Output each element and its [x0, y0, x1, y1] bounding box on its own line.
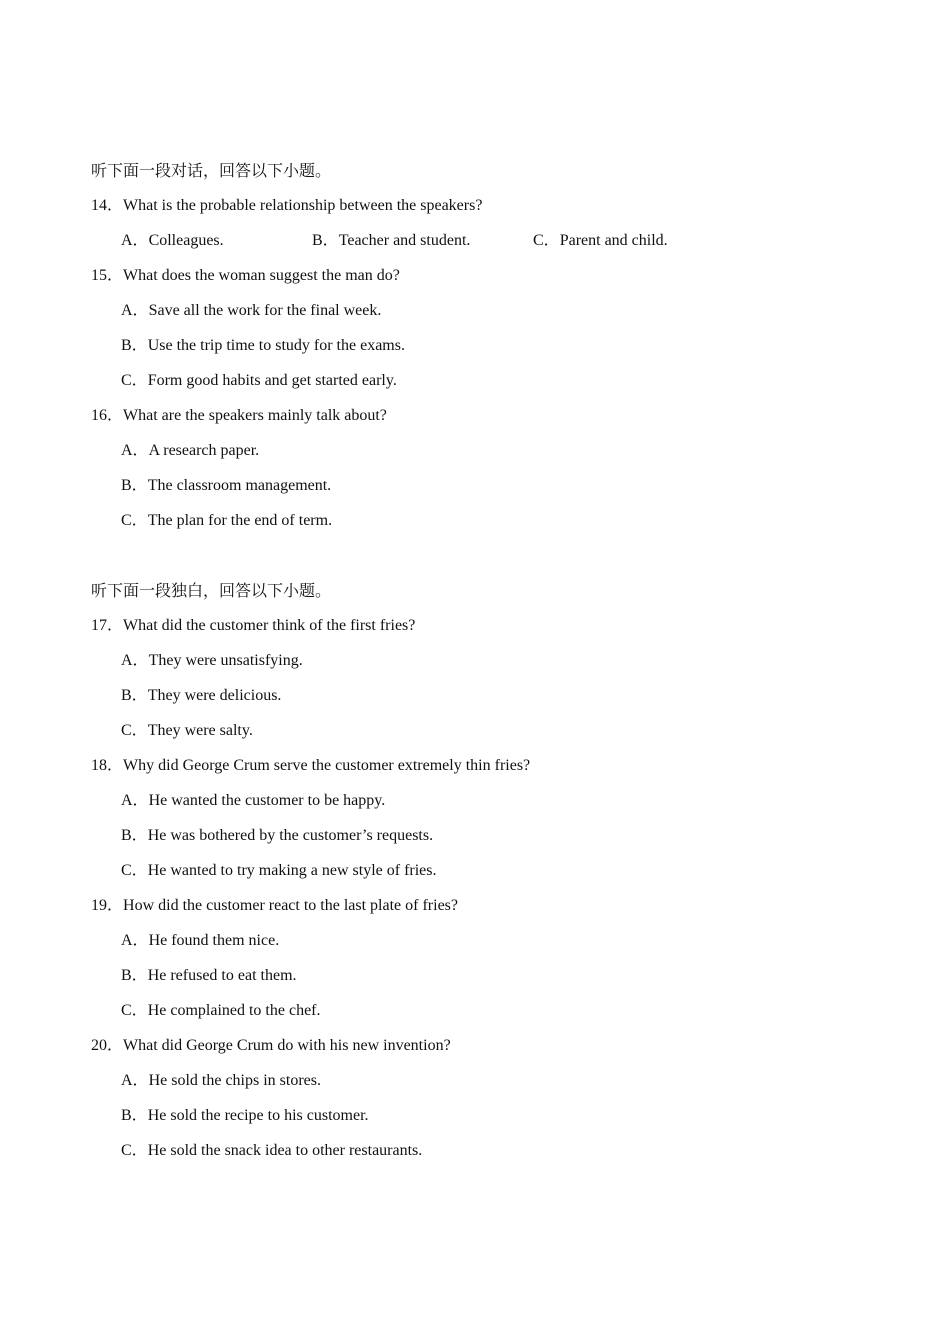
option-letter: A． — [121, 932, 149, 949]
section-2-instruction: 听下面一段独白，回答以下小题。 — [91, 583, 332, 600]
q19-option-c — [121, 1001, 321, 1021]
question-text: What did George Crum do with his new invention? — [123, 1037, 451, 1054]
option-letter: A． — [121, 652, 149, 669]
q18-option-b — [121, 826, 433, 846]
q16-option-a — [121, 441, 259, 461]
question-text: What did the customer think of the first fries? — [123, 617, 416, 634]
q19-option-b — [121, 966, 297, 986]
option-letter: B． — [312, 232, 339, 249]
question-text: Why did George Crum serve the customer extremely thin fries? — [123, 757, 531, 774]
q16-option-c — [121, 511, 332, 531]
option-text: He complained to the chef. — [147, 1002, 321, 1019]
option-letter: C． — [121, 512, 148, 529]
option-letter: C． — [121, 372, 148, 389]
option-text: They were unsatisfying. — [148, 652, 303, 669]
option-text: Teacher and student. — [338, 232, 471, 249]
option-letter: B． — [121, 827, 148, 844]
q19-option-a — [121, 931, 279, 951]
q20-option-c — [121, 1141, 422, 1161]
q14-option-b — [312, 231, 470, 251]
q18-option-a — [121, 791, 385, 811]
q20-option-a — [121, 1071, 321, 1091]
option-text: Use the trip time to study for the exams. — [147, 337, 405, 354]
option-letter: C． — [121, 1002, 148, 1019]
question-number: 20． — [91, 1037, 124, 1054]
option-text: Parent and child. — [559, 232, 668, 249]
q20-option-b — [121, 1106, 369, 1126]
question-number: 16． — [91, 407, 124, 424]
option-letter: B． — [121, 687, 148, 704]
section-1-instruction: 听下面一段对话，回答以下小题。 — [91, 163, 332, 180]
option-letter: A． — [121, 302, 149, 319]
question-20 — [91, 1036, 451, 1056]
option-text: They were delicious. — [147, 687, 282, 704]
q15-option-c — [121, 371, 397, 391]
question-19 — [91, 896, 458, 916]
q14-option-a — [121, 231, 224, 251]
option-letter: A． — [121, 1072, 149, 1089]
option-letter: C． — [533, 232, 560, 249]
q17-option-a — [121, 651, 303, 671]
q15-option-a — [121, 301, 381, 321]
question-17 — [91, 616, 415, 636]
question-14 — [91, 196, 482, 216]
q14-option-c — [533, 231, 668, 251]
question-text: What are the speakers mainly talk about? — [123, 407, 387, 424]
question-number: 18． — [91, 757, 124, 774]
question-18 — [91, 756, 530, 776]
option-text: He sold the recipe to his customer. — [147, 1107, 369, 1124]
q17-option-b — [121, 686, 281, 706]
question-15 — [91, 266, 400, 286]
question-number: 17． — [91, 617, 124, 634]
option-letter: A． — [121, 792, 149, 809]
question-number: 15． — [91, 267, 124, 284]
option-text: The classroom management. — [147, 477, 332, 494]
option-text: He found them nice. — [148, 932, 280, 949]
question-number: 14． — [91, 197, 124, 214]
option-text: He refused to eat them. — [147, 967, 297, 984]
question-text: How did the customer react to the last plate of fries? — [123, 897, 459, 914]
option-letter: C． — [121, 862, 148, 879]
option-text: Form good habits and get started early. — [147, 372, 397, 389]
question-16 — [91, 406, 387, 426]
option-letter: B． — [121, 1107, 148, 1124]
option-text: He was bothered by the customer’s requests. — [147, 827, 434, 844]
question-number: 19． — [91, 897, 124, 914]
question-text: What does the woman suggest the man do? — [123, 267, 400, 284]
option-text: Colleagues. — [148, 232, 224, 249]
q17-option-c — [121, 721, 253, 741]
option-letter: C． — [121, 722, 148, 739]
option-letter: B． — [121, 337, 148, 354]
q18-option-c — [121, 861, 437, 881]
option-text: Save all the work for the final week. — [148, 302, 382, 319]
option-letter: B． — [121, 967, 148, 984]
option-text: The plan for the end of term. — [147, 512, 333, 529]
option-text: He wanted the customer to be happy. — [148, 792, 386, 809]
q15-option-b — [121, 336, 405, 356]
option-text: He sold the chips in stores. — [148, 1072, 321, 1089]
option-text: He wanted to try making a new style of fries. — [147, 862, 437, 879]
option-letter: A． — [121, 232, 149, 249]
option-text: They were salty. — [147, 722, 253, 739]
q16-option-b — [121, 476, 331, 496]
option-letter: A． — [121, 442, 149, 459]
option-text: He sold the snack idea to other restaurants. — [147, 1142, 423, 1159]
option-letter: B． — [121, 477, 148, 494]
option-text: A research paper. — [148, 442, 260, 459]
option-letter: C． — [121, 1142, 148, 1159]
question-text: What is the probable relationship between the speakers? — [123, 197, 483, 214]
